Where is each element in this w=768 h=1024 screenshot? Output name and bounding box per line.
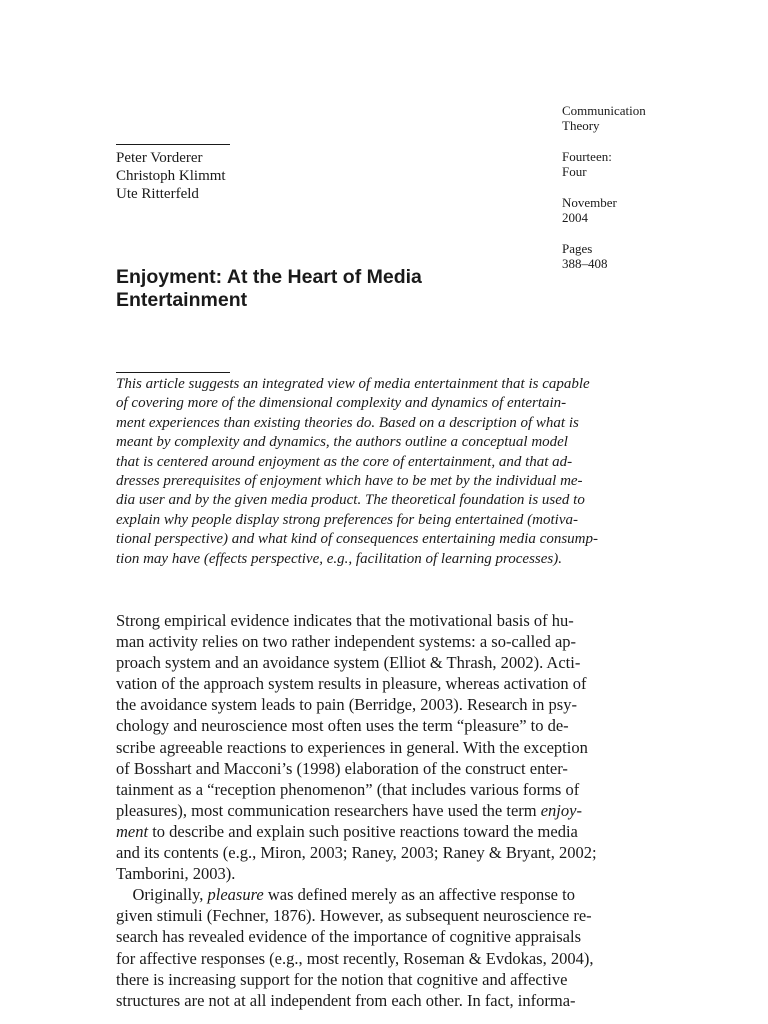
body-line: proach system and an avoidance system (Elliot & Thrash, 2002). Acti- [116,653,581,673]
body-text [116,610,597,1011]
abstract-line: This article suggests an integrated view of media entertainment that is capable [116,376,590,392]
body-line: for affective responses (e.g., most recently, Roseman & Evdokas, 2004), [116,948,594,968]
journal-name-line: Theory [562,118,600,133]
abstract-line: tion may have (effects perspective, e.g., facilitation of learning processes). [116,550,562,567]
body-line: man activity relies on two rather independent systems: a so-called ap- [116,632,577,652]
journal-name [562,103,646,133]
abstract [116,375,598,569]
journal-pages-line: 388–408 [562,256,608,271]
article-title: Enjoyment: At the Heart of Media Entertainment [116,266,422,311]
abstract-line: ment experiences than existing theories do. Based on a description of what is [116,414,579,431]
body-line: Strong empirical evidence indicates that the motivational basis of hu- [116,611,574,630]
body-line: and its contents (e.g., Miron, 2003; Raney, 2003; Raney & Bryant, 2002; [116,843,597,863]
journal-volume-line: Four [562,164,587,179]
author-list [116,149,226,203]
body-line [116,884,597,905]
body-line: vation of the approach system results in pleasure, whereas activation of [116,674,587,694]
abstract-line: dia user and by the given media product. The theoretical foundation is used to [116,492,585,509]
abstract-rule [116,372,230,373]
journal-date [562,195,646,225]
body-line: of Bosshart and Macconi’s (1998) elaboration of the construct enter- [116,758,568,778]
body-line [116,821,597,842]
author-name: Peter Vorderer [116,150,203,166]
journal-date-line: November [562,195,617,210]
journal-date-line: 2004 [562,210,588,225]
journal-meta [562,103,646,287]
body-line: given stimuli (Fechner, 1876). However, as subsequent neuroscience re- [116,906,592,926]
journal-volume [562,149,646,179]
body-text-run: Originally, [132,885,208,905]
journal-volume-line: Fourteen: [562,149,612,164]
abstract-line: tional perspective) and what kind of consequences entertaining media consump- [116,531,598,548]
emphasis-term: ment [116,821,149,841]
abstract-line: explain why people display strong preferences for being entertained (motiva- [116,511,578,528]
author-name: Ute Ritterfeld [116,186,199,202]
author-name: Christoph Klimmt [116,168,226,184]
abstract-line: that is centered around enjoyment as the core of entertainment, and that ad- [116,453,573,470]
abstract-line: meant by complexity and dynamics, the authors outline a conceptual model [116,434,568,451]
journal-name-line: Communication [562,103,646,118]
emphasis-term: pleasure [207,885,264,905]
body-line: structures are not at all independent from each other. In fact, informa- [116,990,576,1010]
journal-pages [562,241,646,271]
emphasis-term: enjoy- [540,800,582,820]
body-line: there is increasing support for the notion that cognitive and affective [116,969,568,989]
body-text-run: was defined merely as an affective response to [263,885,575,905]
body-line: the avoidance system leads to pain (Berridge, 2003). Research in psy- [116,695,577,715]
body-text-run: to describe and explain such positive reactions toward the media [148,821,578,841]
body-line [116,800,597,821]
body-line: Tamborini, 2003). [116,864,236,884]
body-line: tainment as a “reception phenomenon” (that includes various forms of [116,779,580,799]
body-line: chology and neuroscience most often uses the term “pleasure” to de- [116,716,569,736]
body-line: scribe agreeable reactions to experiences in general. With the exception [116,737,588,757]
journal-pages-line: Pages [562,241,593,256]
abstract-line: of covering more of the dimensional complexity and dynamics of entertain- [116,395,567,412]
header-rule [116,144,230,145]
abstract-line: dresses prerequisites of enjoyment which have to be met by the individual me- [116,473,583,490]
body-line: search has revealed evidence of the importance of cognitive appraisals [116,927,581,947]
body-text-run: pleasures), most communication researchers have used the term [116,800,541,820]
